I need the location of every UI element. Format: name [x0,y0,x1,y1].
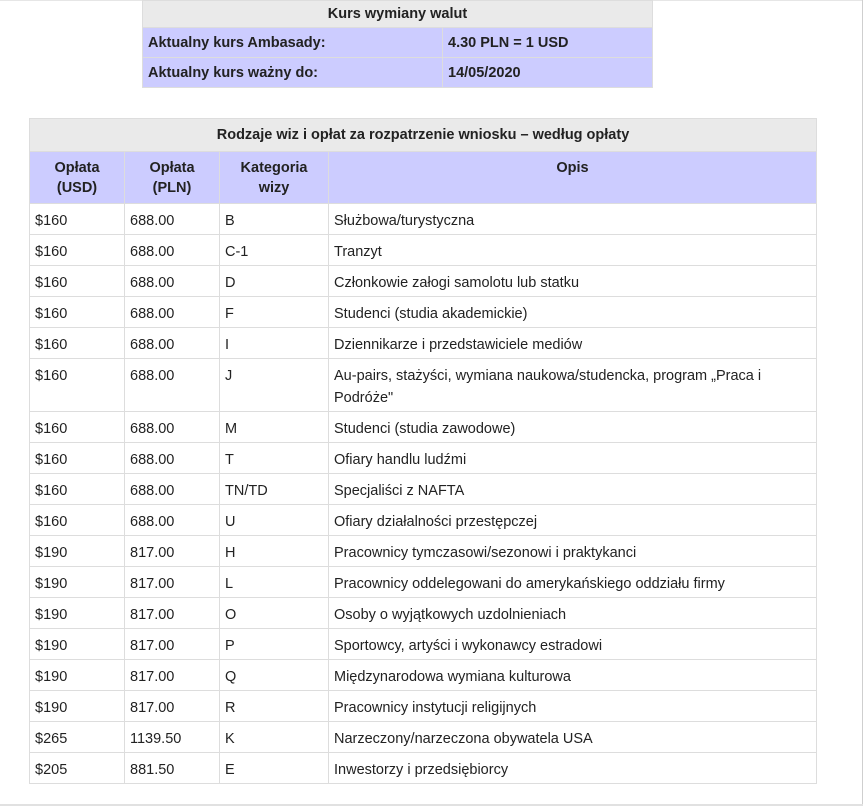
header-fee-usd [30,152,125,204]
description-cell: Dziennikarze i przedstawiciele mediów [329,328,817,359]
table-row [30,359,817,412]
description-cell: Pracownicy instytucji religijnych [329,691,817,722]
header-fee-usd-line1: Opłata [54,160,100,176]
exchange-rate-valid-label: Aktualny kurs ważny do: [143,58,443,88]
visa-category-cell: C-1 [220,235,329,266]
exchange-rate-valid-date: 14/05/2020 [443,58,653,88]
visa-category-cell: B [220,204,329,235]
fee-usd-cell: $190 [30,629,125,660]
description-cell: Studenci (studia akademickie) [329,297,817,328]
visa-category-cell: Q [220,660,329,691]
visa-category-cell: T [220,443,329,474]
description-cell: Au-pairs, stażyści, wymiana naukowa/studencka, program „Praca i Podróże" [329,359,817,412]
table-row [30,629,817,660]
description-cell: Sportowcy, artyści i wykonawcy estradowi [329,629,817,660]
visa-fees-body [30,204,817,784]
table-row [30,660,817,691]
fee-pln-cell: 688.00 [125,235,220,266]
description-cell: Specjaliści z NAFTA [329,474,817,505]
description-cell: Ofiary działalności przestępczej [329,505,817,536]
fee-usd-cell: $190 [30,691,125,722]
table-row [30,443,817,474]
fee-pln-cell: 688.00 [125,412,220,443]
table-row [30,204,817,235]
visa-category-cell: F [220,297,329,328]
table-row [30,691,817,722]
fee-usd-cell: $160 [30,474,125,505]
fee-pln-cell: 817.00 [125,598,220,629]
exchange-rate-row [143,58,653,88]
table-row [30,505,817,536]
fee-usd-cell: $160 [30,204,125,235]
fee-usd-cell: $190 [30,660,125,691]
fee-pln-cell: 817.00 [125,660,220,691]
description-cell: Międzynarodowa wymiana kulturowa [329,660,817,691]
description-cell: Ofiary handlu ludźmi [329,443,817,474]
fee-usd-cell: $160 [30,235,125,266]
header-visa-category-line1: Kategoria [240,160,308,176]
fee-pln-cell: 1139.50 [125,722,220,753]
description-cell: Osoby o wyjątkowych uzdolnieniach [329,598,817,629]
visa-fees-header-row [30,152,817,204]
description-cell: Narzeczony/narzeczona obywatela USA [329,722,817,753]
visa-category-cell: M [220,412,329,443]
fee-usd-cell: $160 [30,297,125,328]
fee-usd-cell: $160 [30,505,125,536]
fee-usd-cell: $160 [30,443,125,474]
fee-pln-cell: 688.00 [125,297,220,328]
visa-category-cell: D [220,266,329,297]
table-row [30,722,817,753]
fee-usd-cell: $190 [30,598,125,629]
fee-usd-cell: $160 [30,266,125,297]
visa-category-cell: O [220,598,329,629]
fee-pln-cell: 688.00 [125,505,220,536]
header-visa-category-line2: wizy [258,180,290,196]
fee-pln-cell: 688.00 [125,474,220,505]
table-row [30,235,817,266]
table-row [30,328,817,359]
table-row [30,536,817,567]
fee-usd-cell: $190 [30,536,125,567]
header-fee-pln-line1: Opłata [149,160,195,176]
visa-category-cell: H [220,536,329,567]
table-row [30,474,817,505]
fee-usd-cell: $190 [30,567,125,598]
table-row [30,266,817,297]
table-row [30,567,817,598]
exchange-rate-label: Aktualny kurs Ambasady: [143,28,443,58]
visa-category-cell: I [220,328,329,359]
description-cell: Pracownicy tymczasowi/sezonowi i praktykanci [329,536,817,567]
description-cell: Pracownicy oddelegowani do amerykańskiego oddziału firmy [329,567,817,598]
visa-fees-title: Rodzaje wiz i opłat za rozpatrzenie wniosku – według opłaty [30,119,817,152]
visa-fees-table [29,118,817,784]
fee-usd-cell: $160 [30,328,125,359]
table-row [30,297,817,328]
fee-pln-cell: 688.00 [125,359,220,412]
exchange-rate-table [142,0,653,88]
fee-usd-cell: $205 [30,753,125,784]
visa-category-cell: P [220,629,329,660]
description-cell: Studenci (studia zawodowe) [329,412,817,443]
fee-pln-cell: 817.00 [125,629,220,660]
header-visa-category [220,152,329,204]
table-row [30,412,817,443]
fee-usd-cell: $265 [30,722,125,753]
visa-category-cell: U [220,505,329,536]
fee-pln-cell: 688.00 [125,328,220,359]
fee-pln-cell: 817.00 [125,691,220,722]
visa-category-cell: TN/TD [220,474,329,505]
description-cell: Służbowa/turystyczna [329,204,817,235]
fee-pln-cell: 688.00 [125,204,220,235]
fee-pln-cell: 817.00 [125,536,220,567]
description-cell: Tranzyt [329,235,817,266]
visa-category-cell: K [220,722,329,753]
exchange-rate-value: 4.30 PLN = 1 USD [443,28,653,58]
fee-pln-cell: 688.00 [125,266,220,297]
visa-category-cell: L [220,567,329,598]
visa-category-cell: J [220,359,329,412]
exchange-rate-row [143,28,653,58]
header-fee-pln-line2: (PLN) [152,180,192,196]
description-cell: Inwestorzy i przedsiębiorcy [329,753,817,784]
fee-pln-cell: 688.00 [125,443,220,474]
visa-category-cell: E [220,753,329,784]
fee-pln-cell: 881.50 [125,753,220,784]
description-cell: Członkowie załogi samolotu lub statku [329,266,817,297]
fee-usd-cell: $160 [30,359,125,412]
header-fee-usd-line2: (USD) [56,180,98,196]
header-fee-pln [125,152,220,204]
table-row [30,598,817,629]
visa-category-cell: R [220,691,329,722]
table-row [30,753,817,784]
exchange-rate-title: Kurs wymiany walut [143,1,653,28]
fee-pln-cell: 817.00 [125,567,220,598]
fee-usd-cell: $160 [30,412,125,443]
header-description: Opis [329,152,817,204]
